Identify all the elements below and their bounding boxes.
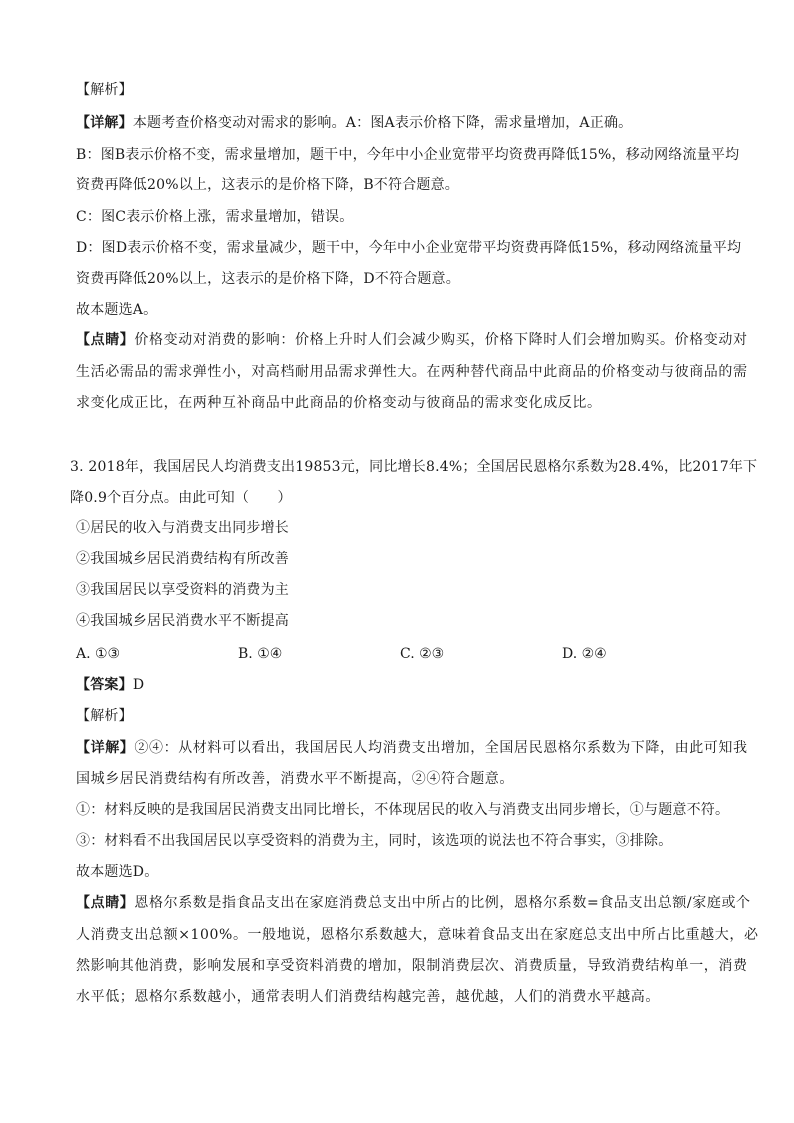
- detail-text-d1: D：图D表示价格不变，需求量减少，题干中，今年中小企业宽带平均资费再降低15%，移动网络流量平均: [76, 240, 742, 256]
- tip-tag: 【点睛】: [76, 895, 135, 911]
- detail-tag: 【详解】: [76, 740, 135, 756]
- question-stem: 降0.9个百分点。由此可知（ ）: [70, 490, 292, 506]
- question-stem: 3. 2018年，我国居民人均消费支出19853元，同比增长8.4%；全国居民恩格尔系数为28.4%，比2017年下: [70, 459, 758, 475]
- tip-text: 然影响其他消费，影响发展和享受资料消费的增加，限制消费层次、消费质量，导致消费结构单一，消费: [76, 958, 748, 974]
- statement-item: ①居民的收入与消费支出同步增长: [76, 520, 289, 536]
- tip-text: 生活必需品的需求弹性小，对高档耐用品需求弹性大。在两种替代商品中此商品的价格变动与彼商品的需: [76, 364, 748, 380]
- detail-text: ①：材料反映的是我国居民消费支出同比增长，不体现居民的收入与消费支出同步增长，①与题意不符。: [76, 802, 730, 818]
- option-b: B. ①④: [238, 646, 283, 662]
- statement-item: ③我国居民以享受资料的消费为主: [76, 582, 289, 598]
- tip-text: 水平低；恩格尔系数越小，通常表明人们消费结构越完善，越优越，人们的消费水平越高。: [76, 989, 660, 1005]
- answer-tag: 【答案】: [76, 677, 133, 693]
- detail-text: 本题考查价格变动对需求的影响。A：图A表示价格下降，需求量增加，A正确。: [132, 115, 633, 131]
- detail-text: 国城乡居民消费结构有所改善，消费水平不断提高，②④符合题意。: [76, 771, 514, 787]
- detail-text-b2: 资费再降低20%以上，这表示的是价格下降，B不符合题意。: [76, 177, 460, 193]
- tip-text: 求变化成正比，在两种互补商品中此商品的价格变动与彼商品的需求变化成反比。: [76, 395, 602, 411]
- conclusion: 故本题选A。: [76, 302, 158, 318]
- analysis-header: 【解析】: [76, 708, 133, 724]
- answer-line: [76, 675, 144, 695]
- statement-item: ②我国城乡居民消费结构有所改善: [76, 551, 289, 567]
- detail-tag: 【详解】: [76, 115, 133, 131]
- tip-text: 人消费支出总额×100%。一般地说，恩格尔系数越大，意味着食品支出在家庭总支出中所占比重越大，必: [76, 927, 759, 943]
- detail-text-b1: B：图B表示价格不变，需求量增加，题干中，今年中小企业宽带平均资费再降低15%，移动网络流量平均: [76, 147, 740, 163]
- option-d: D. ②④: [562, 646, 607, 662]
- detail-paragraph: 【详解】②④：从材料可以看出，我国居民人均消费支出增加，全国居民恩格尔系数为下降，由此可知我: [76, 740, 748, 756]
- option-c: C. ②③: [400, 646, 445, 662]
- detail-text: ③：材料看不出我国居民以享受资料的消费为主，同时，该选项的说法也不符合事实，③排除。: [76, 833, 673, 849]
- conclusion: 故本题选D。: [76, 864, 159, 880]
- tip-paragraph: 【点睛】恩格尔系数是指食品支出在家庭消费总支出中所占的比例，恩格尔系数=食品支出总额/家庭或个: [76, 895, 751, 911]
- detail-text-c: C：图C表示价格上涨，需求量增加，错误。: [76, 209, 354, 225]
- detail-text-d2: 资费再降低20%以上，这表示的是价格下降，D不符合题意。: [76, 271, 460, 287]
- detail-paragraph: [76, 113, 632, 133]
- statement-item: ④我国城乡居民消费水平不断提高: [76, 613, 289, 629]
- analysis-header: 【解析】: [76, 82, 133, 98]
- tip-paragraph: 【点睛】价格变动对消费的影响：价格上升时人们会减少购买，价格下降时人们会增加购买。价格变动对: [76, 332, 748, 348]
- tip-tag: 【点睛】: [76, 332, 135, 348]
- answer-value: D: [132, 677, 145, 693]
- option-a: A. ①③: [76, 646, 121, 662]
